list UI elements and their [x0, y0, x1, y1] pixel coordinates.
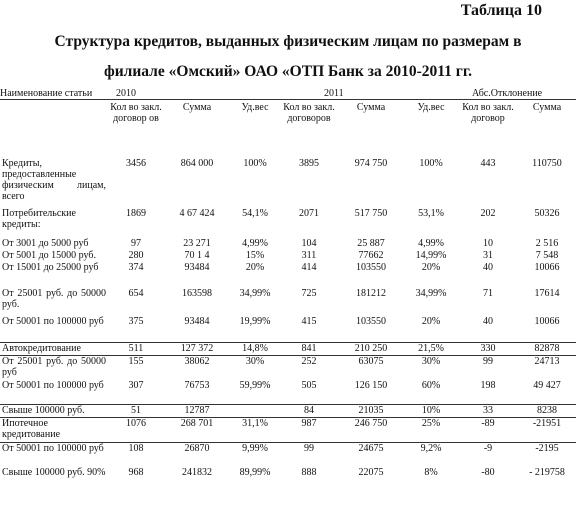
row-name: Свыше 100000 руб.	[0, 405, 108, 418]
row-cell: 21035	[338, 405, 404, 418]
row-cell: 97	[131, 238, 141, 249]
row-cell: 89,99%	[239, 467, 271, 478]
table-row	[0, 443, 576, 468]
row-cell: 9,2%	[404, 443, 458, 468]
row-cell: 10066	[534, 316, 560, 327]
row-cell: 241832	[182, 467, 212, 478]
row-cell: 414	[301, 262, 317, 273]
header-sum-2010: Сумма	[182, 102, 212, 113]
row-cell: 30%	[230, 356, 280, 381]
row-cell: 415	[301, 316, 317, 327]
row-cell: 126 150	[354, 380, 388, 391]
row-cell: 10066	[534, 262, 560, 273]
header-count-diff: Кол во закл. договор	[462, 102, 514, 124]
row-cell: 100%	[419, 158, 443, 169]
header-count-2011: Кол во закл. договоров	[283, 102, 335, 124]
row-cell: 60%	[421, 380, 441, 391]
table-row	[0, 356, 576, 381]
row-cell: 307	[128, 380, 144, 391]
row-cell: 54,1%	[242, 208, 268, 219]
row-cell: -21951	[518, 418, 576, 443]
row-name: Свыше 100000 руб. 90%	[2, 467, 106, 478]
row-cell: -80	[481, 467, 495, 478]
row-cell: 163598	[182, 288, 212, 299]
table-row	[0, 250, 576, 262]
row-cell: 841	[280, 343, 338, 356]
row-cell: 888	[301, 467, 317, 478]
row-cell: 8238	[518, 405, 576, 418]
row-cell: 968	[128, 467, 144, 478]
row-name: От 50001 по 100000 руб	[2, 380, 104, 391]
header-sum-2011: Сумма	[356, 102, 386, 113]
row-cell: 30%	[404, 356, 458, 381]
row-name: Автокредитование	[0, 343, 108, 356]
row-cell: 108	[108, 443, 164, 468]
row-cell: 51	[108, 405, 164, 418]
row-cell: 24713	[518, 356, 576, 381]
row-cell: 40	[483, 262, 493, 273]
row-name: Кредиты, предоставленные физическим лицам, всего	[2, 158, 106, 202]
header-name: Наименование статьи	[0, 88, 108, 100]
header-count-2010: Кол во закл. договор ов	[110, 102, 162, 124]
row-cell: 4,99%	[418, 238, 444, 249]
row-cell: 53,1%	[418, 208, 444, 219]
row-cell: 268 701	[164, 418, 230, 443]
table-row	[0, 238, 576, 250]
row-cell: 181212	[356, 288, 386, 299]
table-row	[0, 316, 576, 343]
title-line-2: филиале «Омский» ОАО «ОТП Банк за 2010-2011 гг.	[104, 63, 472, 80]
row-cell: 25 887	[357, 238, 385, 249]
row-cell: 100%	[243, 158, 267, 169]
row-cell: 71	[483, 288, 493, 299]
row-name: От 3001 до 5000 руб	[2, 238, 89, 249]
row-cell: 93484	[184, 316, 210, 327]
title-line-1: Структура кредитов, выданных физическим лицам по размерам в	[54, 33, 522, 50]
row-cell: 311	[301, 250, 317, 261]
row-cell: 63075	[338, 356, 404, 381]
row-cell: 104	[301, 238, 317, 249]
row-cell: 34,99%	[239, 288, 271, 299]
row-cell: 31,1%	[230, 418, 280, 443]
row-cell: 517 750	[354, 208, 388, 219]
row-cell: 202	[480, 208, 496, 219]
row-cell: 33	[458, 405, 518, 418]
row-cell: 14,8%	[230, 343, 280, 356]
header-share-2011: Уд.вес	[417, 102, 445, 113]
row-cell: 26870	[164, 443, 230, 468]
row-cell: 127 372	[164, 343, 230, 356]
row-cell: 49 427	[533, 380, 561, 391]
row-cell: 4,99%	[242, 238, 268, 249]
row-cell: 23 271	[183, 238, 211, 249]
row-cell: - 219758	[529, 467, 565, 478]
row-cell: 2071	[299, 208, 319, 219]
row-cell: 210 250	[338, 343, 404, 356]
row-cell	[230, 405, 280, 418]
row-name: От 5001 до 15000 руб.	[2, 250, 97, 261]
row-cell: 10	[483, 238, 493, 249]
header-group-row	[0, 88, 576, 100]
row-name: От 15001 до 25000 руб	[2, 262, 99, 273]
table-row	[0, 380, 576, 405]
row-cell: 864 000	[180, 158, 214, 169]
row-cell: 24675	[338, 443, 404, 468]
row-cell: 4 67 424	[179, 208, 215, 219]
row-cell: 9,99%	[230, 443, 280, 468]
table-row	[0, 343, 576, 356]
row-cell: -89	[458, 418, 518, 443]
header-sum-diff: Сумма	[532, 102, 562, 113]
row-cell: 155	[108, 356, 164, 381]
row-cell: 59,99%	[239, 380, 271, 391]
row-cell: 8%	[424, 467, 438, 478]
row-cell: 3456	[126, 158, 146, 169]
row-cell: 70 1 4	[184, 250, 210, 261]
row-cell: 12787	[164, 405, 230, 418]
row-cell: -2195	[518, 443, 576, 468]
row-cell: 50326	[534, 208, 560, 219]
row-cell: 31	[483, 250, 493, 261]
row-cell: 20%	[421, 262, 441, 273]
row-cell: 280	[128, 250, 144, 261]
row-cell: 14,99%	[415, 250, 447, 261]
row-cell: 40	[483, 316, 493, 327]
header-2010: 2010	[108, 88, 164, 100]
row-cell: 198	[480, 380, 496, 391]
row-name: От 25001 руб. до 50000 руб.	[2, 288, 106, 310]
table-row	[0, 288, 576, 316]
row-cell: 82878	[518, 343, 576, 356]
row-cell: 17614	[534, 288, 560, 299]
row-cell: 20%	[421, 316, 441, 327]
row-cell: 505	[301, 380, 317, 391]
table-caption: Таблица 10	[460, 2, 542, 19]
row-cell: 252	[280, 356, 338, 381]
row-cell: 84	[280, 405, 338, 418]
table-body	[0, 158, 576, 493]
row-cell: 2 516	[535, 238, 559, 249]
row-cell: 76753	[184, 380, 210, 391]
row-name: Потребительские кредиты:	[2, 208, 76, 230]
header-share-2010: Уд.вес	[241, 102, 269, 113]
row-cell: 443	[480, 158, 496, 169]
row-cell: 330	[458, 343, 518, 356]
row-cell: 20%	[245, 262, 265, 273]
row-cell: 7 548	[535, 250, 559, 261]
header-2011: 2011	[280, 88, 338, 100]
row-cell: 21,5%	[404, 343, 458, 356]
table-row	[0, 158, 576, 208]
row-cell: 93484	[184, 262, 210, 273]
header-abs-deviation: Абс.Отклонение	[458, 88, 576, 100]
row-cell: 103550	[356, 262, 386, 273]
row-cell: 25%	[404, 418, 458, 443]
row-cell: 246 750	[338, 418, 404, 443]
row-cell: 987	[280, 418, 338, 443]
row-cell: 10%	[404, 405, 458, 418]
row-name: Ипотечное кредитование	[0, 418, 108, 443]
row-cell: 725	[301, 288, 317, 299]
row-cell: 110750	[532, 158, 562, 169]
row-name: От 25001 руб. до 50000 руб	[2, 356, 106, 378]
row-cell: -9	[458, 443, 518, 468]
row-cell: 103550	[356, 316, 386, 327]
row-cell: 34,99%	[415, 288, 447, 299]
table-row	[0, 418, 576, 443]
table-row	[0, 467, 576, 493]
row-cell: 15%	[245, 250, 265, 261]
row-cell: 77662	[358, 250, 384, 261]
row-cell: 974 750	[354, 158, 388, 169]
row-cell: 22075	[358, 467, 384, 478]
table-row	[0, 208, 576, 238]
row-name: От 50001 по 100000 руб	[2, 316, 104, 327]
row-cell: 99	[280, 443, 338, 468]
table-row	[0, 405, 576, 418]
row-cell: 1076	[108, 418, 164, 443]
row-cell: 3895	[299, 158, 319, 169]
row-cell: 1869	[126, 208, 146, 219]
row-cell: 99	[458, 356, 518, 381]
row-cell: 511	[108, 343, 164, 356]
row-cell: 654	[128, 288, 144, 299]
table-row	[0, 262, 576, 288]
row-cell: 19,99%	[239, 316, 271, 327]
row-name: От 50001 по 100000 руб	[0, 443, 108, 468]
header-sub-row	[0, 100, 576, 159]
row-cell: 375	[128, 316, 144, 327]
row-cell: 38062	[164, 356, 230, 381]
row-cell: 374	[128, 262, 144, 273]
credit-structure-table	[0, 88, 576, 493]
